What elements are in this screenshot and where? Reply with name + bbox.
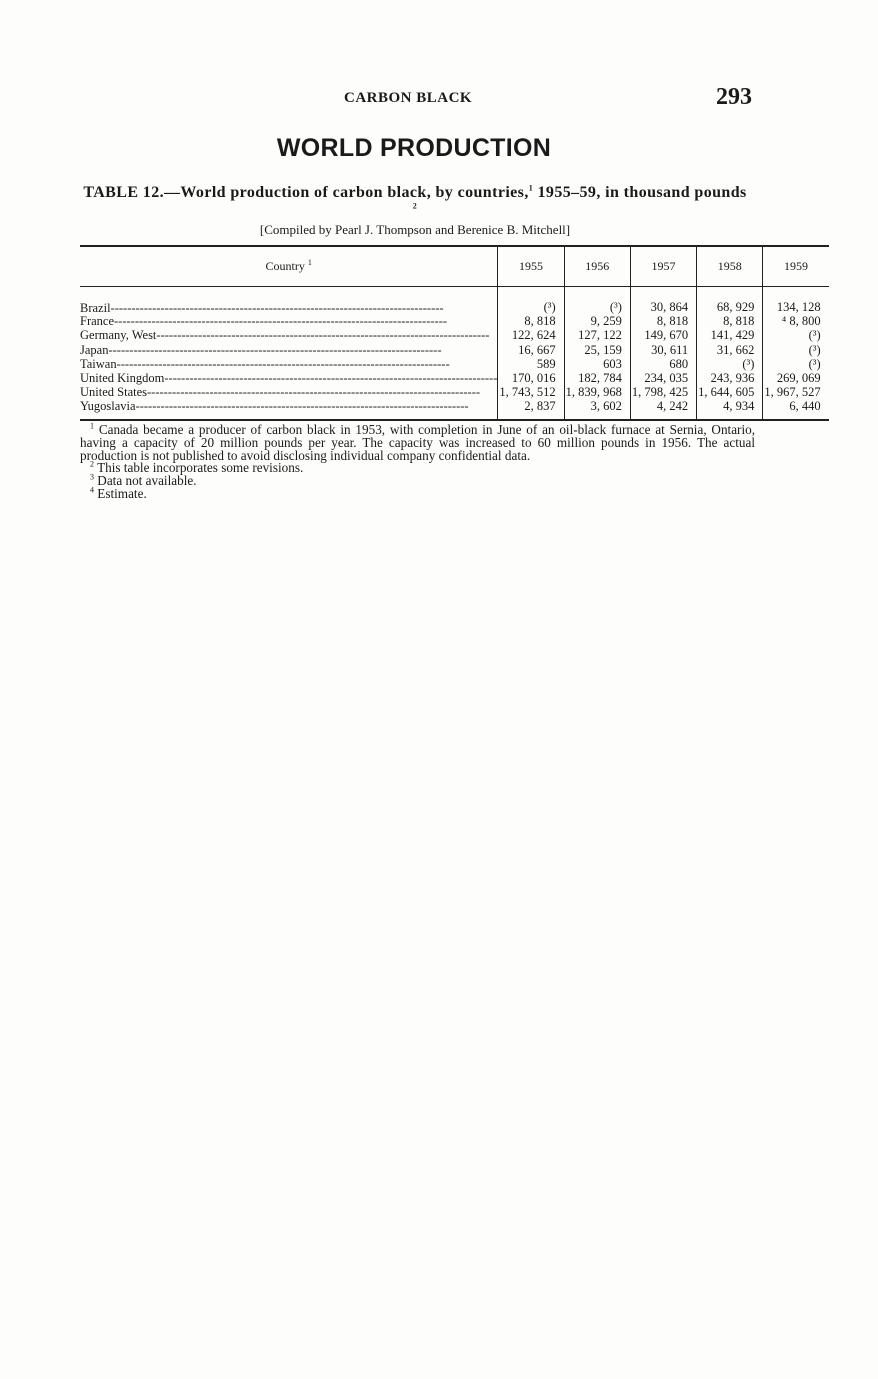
value-cell: 8, 818 [630, 314, 696, 328]
value-cell: 30, 864 [630, 287, 696, 315]
value-cell: 9, 259 [564, 314, 630, 328]
leader-dots: -------------------------------------------------------------------------------- [116, 356, 450, 371]
footnote: $^2$ This table incorporates some revisions. [90, 460, 304, 476]
footnote: $^1$ Canada became a producer of carbon black in 1953, with completion in June of an oil-black furnace at Sernia, Ontario, having a capacity of 20 million pounds per year. The capacity was increased to 60 million pounds in 1956. The actual production is not published to avoid disclosing individual company confidential data. [80, 421, 755, 463]
table-header-row [80, 246, 829, 287]
country-cell: France-------------------------------------------------------------------------------- [80, 314, 448, 329]
page-number: 293 [716, 84, 752, 110]
value-cell: 4, 934 [697, 399, 763, 419]
value-cell: 170, 016 [498, 371, 564, 385]
value-cell: 1, 967, 527 [763, 385, 829, 399]
table-row [80, 385, 829, 399]
value-cell: 8, 818 [697, 314, 763, 328]
col-header-country: Country $^1$ [80, 246, 498, 287]
value-cell: 2, 837 [498, 399, 564, 419]
table-row [80, 371, 829, 385]
col-header-year: 1958 [697, 246, 763, 287]
value-cell: 589 [498, 357, 564, 371]
section-heading: WORLD PRODUCTION [276, 134, 552, 162]
value-cell: 234, 035 [630, 371, 696, 385]
table-row [80, 399, 829, 419]
country-cell: Germany, West-------------------------------------------------------------------------------- [80, 328, 490, 343]
country-cell: Japan-------------------------------------------------------------------------------- [80, 342, 442, 357]
col-header-year: 1957 [630, 246, 696, 287]
country-cell: United Kingdom-------------------------------------------------------------------------------- [80, 371, 498, 386]
footnote-ref-1: 1 [307, 258, 312, 268]
footnote-ref-2: 2 [412, 201, 418, 211]
col-header-year: 1956 [564, 246, 630, 287]
value-cell: 1, 839, 968 [564, 385, 630, 399]
value-cell: 1, 743, 512 [498, 385, 564, 399]
value-cell: (³) [763, 357, 829, 371]
table-row [80, 357, 829, 371]
value-cell: 68, 929 [697, 287, 763, 315]
table-caption [80, 184, 750, 220]
footnotes [80, 421, 755, 501]
footnote: $^3$ Data not available. [90, 472, 197, 489]
running-head: CARBON BLACK [344, 90, 473, 106]
table-caption-text-1: TABLE 12.—World production of carbon black, by countries, [83, 184, 529, 201]
value-cell: 8, 818 [498, 314, 564, 328]
footnote: $^4$ Estimate. [90, 485, 147, 501]
value-cell: 31, 662 [697, 343, 763, 357]
value-cell: 1, 798, 425 [630, 385, 696, 399]
value-cell: (³) [763, 343, 829, 357]
production-table-container [80, 245, 821, 421]
table-caption-text-2: 1955–59, in thousand pounds [533, 184, 747, 201]
value-cell: 141, 429 [697, 328, 763, 342]
value-cell: 25, 159 [564, 343, 630, 357]
col-header-year: 1959 [763, 246, 829, 287]
value-cell: (³) [498, 287, 564, 315]
value-cell: 30, 611 [630, 343, 696, 357]
value-cell: 1, 644, 605 [697, 385, 763, 399]
value-cell: 603 [564, 357, 630, 371]
value-cell: 243, 936 [697, 371, 763, 385]
table-row [80, 287, 829, 315]
value-cell: 4, 242 [630, 399, 696, 419]
table-row [80, 343, 829, 357]
leader-dots: -------------------------------------------------------------------------------- [114, 314, 448, 329]
leader-dots: -------------------------------------------------------------------------------- [110, 300, 444, 315]
country-cell: Brazil-------------------------------------------------------------------------------- [80, 300, 444, 315]
col-header-year: 1955 [498, 246, 564, 287]
country-cell: Taiwan-------------------------------------------------------------------------------- [80, 356, 450, 371]
value-cell: 149, 670 [630, 328, 696, 342]
value-cell: 6, 440 [763, 399, 829, 419]
production-table [80, 245, 829, 421]
value-cell: 134, 128 [763, 287, 829, 315]
value-cell: ⁴ 8, 800 [763, 314, 829, 328]
country-cell: United States-------------------------------------------------------------------------------- [80, 385, 481, 400]
value-cell: 16, 667 [498, 343, 564, 357]
value-cell: 127, 122 [564, 328, 630, 342]
value-cell: 269, 069 [763, 371, 829, 385]
leader-dots: -------------------------------------------------------------------------------- [147, 385, 481, 400]
leader-dots: -------------------------------------------------------------------------------- [135, 399, 469, 413]
table-row [80, 328, 829, 342]
value-cell: 122, 624 [498, 328, 564, 342]
leader-dots: -------------------------------------------------------------------------------- [108, 342, 442, 357]
leader-dots: -------------------------------------------------------------------------------- [164, 371, 498, 386]
value-cell: 182, 784 [564, 371, 630, 385]
value-cell: 680 [630, 357, 696, 371]
footnote-ref-1: 1 [528, 183, 534, 193]
value-cell: (³) [763, 328, 829, 342]
value-cell: 3, 602 [564, 399, 630, 419]
leader-dots: -------------------------------------------------------------------------------- [156, 328, 490, 343]
value-cell: (³) [697, 357, 763, 371]
table-credit: [Compiled by Pearl J. Thompson and Berenice B. Mitchell] [259, 222, 571, 237]
value-cell: (³) [564, 287, 630, 315]
country-cell: Yugoslavia-------------------------------------------------------------------------------- [80, 399, 498, 419]
table-row [80, 314, 829, 328]
